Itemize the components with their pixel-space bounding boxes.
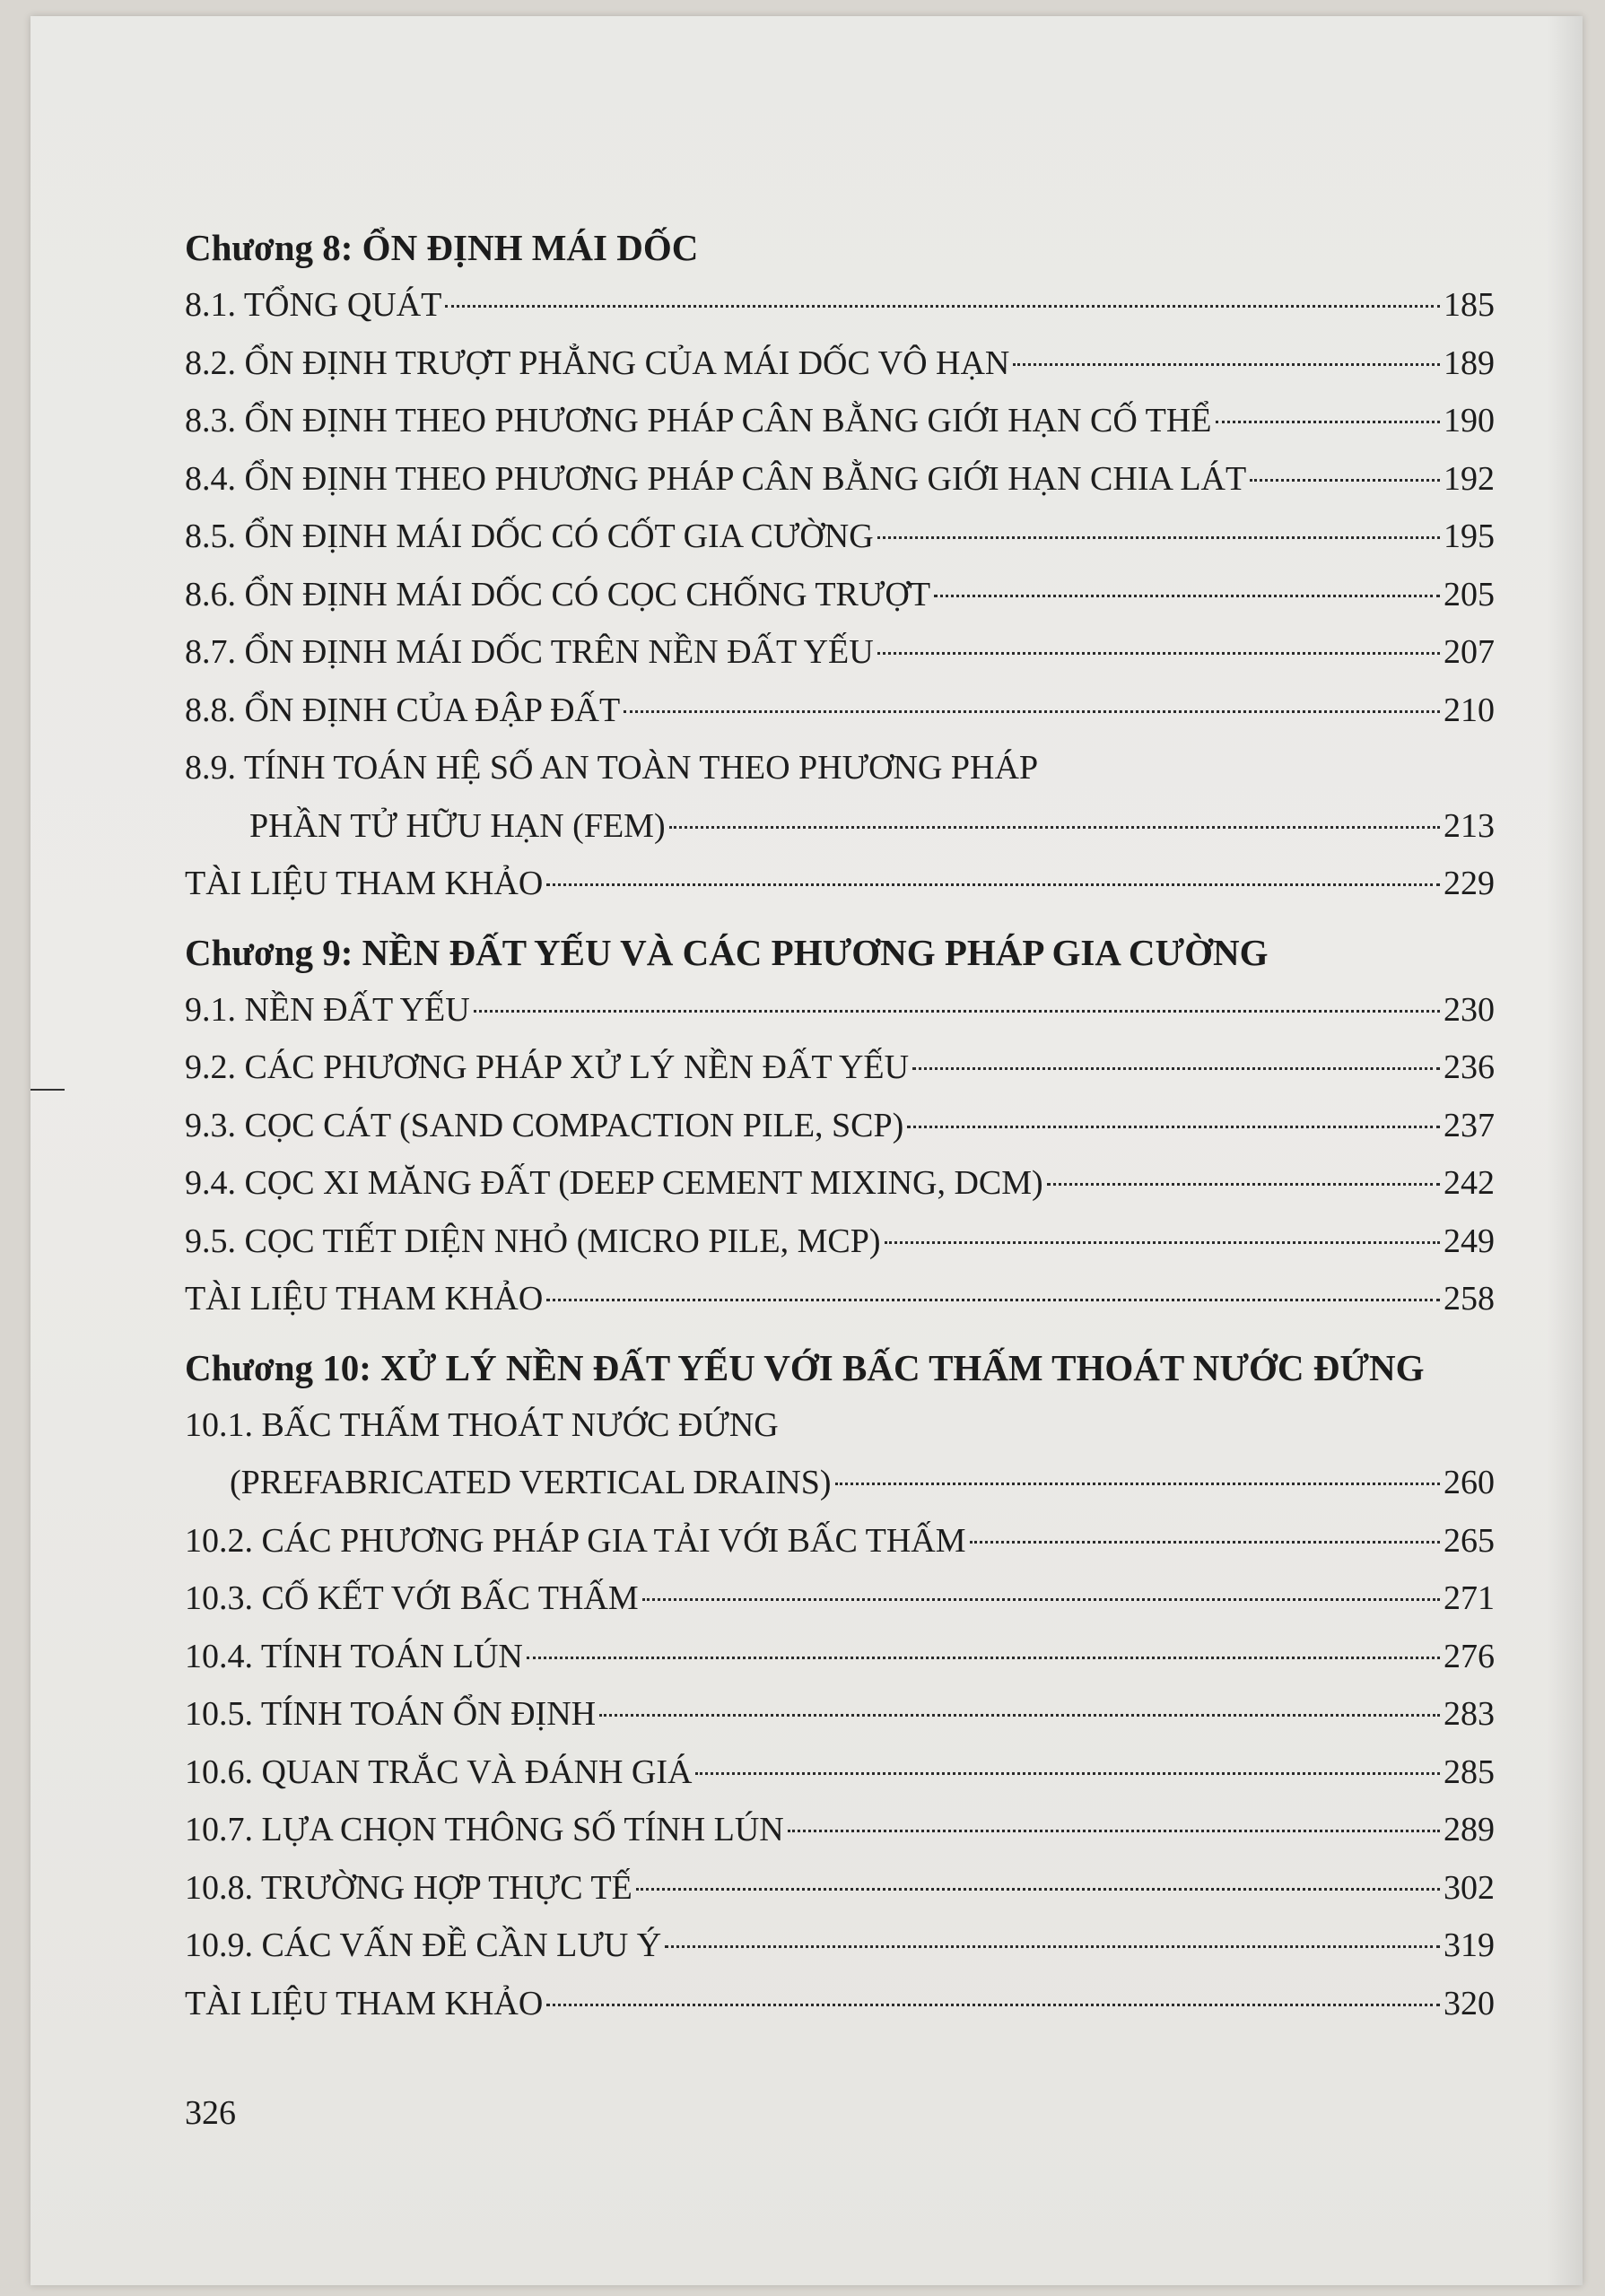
toc-entry-title: 8.1. TỔNG QUÁT xyxy=(185,286,442,324)
toc-entry xyxy=(185,335,1495,393)
toc-entry-title: 8.8. ỔN ĐỊNH CỦA ĐẬP ĐẤT xyxy=(185,691,621,729)
book-page xyxy=(31,16,1583,2285)
toc-entry-page: 265 xyxy=(1444,1521,1495,1560)
dot-leader xyxy=(669,826,1440,829)
chapter-heading-9: Chương 9: NỀN ĐẤT YẾU VÀ CÁC PHƯƠNG PHÁP GIA CƯỜNG xyxy=(185,931,1269,973)
dot-leader xyxy=(546,1299,1440,1301)
toc-entry-title: 8.2. ỔN ĐỊNH TRƯỢT PHẲNG CỦA MÁI DỐC VÔ HẠN xyxy=(185,344,1010,382)
toc-entry-page: 302 xyxy=(1444,1868,1495,1907)
toc-entry-page: 285 xyxy=(1444,1752,1495,1791)
toc-entry-page: 242 xyxy=(1444,1164,1495,1202)
toc-entry-page: 249 xyxy=(1444,1222,1495,1260)
toc-entry xyxy=(185,739,1495,855)
dot-leader xyxy=(695,1772,1440,1775)
toc-entry-title: 8.4. ỔN ĐỊNH THEO PHƯƠNG PHÁP CÂN BẰNG GIỚI HẠN CHIA LÁT xyxy=(185,459,1247,498)
toc-entry xyxy=(185,1396,1495,1512)
dot-leader xyxy=(788,1830,1440,1832)
toc-entry-page: 283 xyxy=(1444,1695,1495,1733)
toc-entry-page: 207 xyxy=(1444,633,1495,671)
dot-leader xyxy=(934,595,1440,597)
chapter-heading-8: Chương 8: ỔN ĐỊNH MÁI DỐC xyxy=(185,227,699,268)
dot-leader xyxy=(912,1067,1440,1070)
toc-entry-title: 10.8. TRƯỜNG HỢP THỰC TẾ xyxy=(185,1868,632,1907)
toc-entry-title: 9.4. CỌC XI MĂNG ĐẤT (DEEP CEMENT MIXING, DCM) xyxy=(185,1164,1043,1202)
dot-leader xyxy=(642,1598,1440,1601)
toc-entry-title: 8.7. ỔN ĐỊNH MÁI DỐC TRÊN NỀN ĐẤT YẾU xyxy=(185,633,874,671)
toc-entry-page: 205 xyxy=(1444,575,1495,613)
toc-entry xyxy=(185,682,1495,740)
toc-entry xyxy=(185,855,1495,913)
toc-entry-title: TÀI LIỆU THAM KHẢO xyxy=(185,1280,544,1318)
toc-entry-page: 237 xyxy=(1444,1106,1495,1144)
toc-entry xyxy=(185,566,1495,624)
toc-entry xyxy=(185,1917,1495,1975)
dot-leader xyxy=(636,1888,1440,1891)
toc-entry-page: 190 xyxy=(1444,402,1495,439)
margin-mark xyxy=(31,1089,65,1091)
toc-entry xyxy=(185,1859,1495,1918)
toc-entry-title: 8.6. ỔN ĐỊNH MÁI DỐC CÓ CỌC CHỐNG TRƯỢT xyxy=(185,575,931,613)
dot-leader xyxy=(835,1483,1441,1485)
toc-entry-page: 258 xyxy=(1444,1280,1495,1318)
dot-leader xyxy=(970,1541,1440,1544)
toc-entry xyxy=(185,508,1495,566)
toc-entry-page: 189 xyxy=(1444,344,1495,382)
table-of-contents xyxy=(185,224,1495,2032)
toc-entry xyxy=(185,392,1495,450)
toc-entry xyxy=(185,1570,1495,1628)
toc-entry xyxy=(185,1154,1495,1213)
dot-leader xyxy=(877,536,1440,539)
toc-entry xyxy=(185,1039,1495,1097)
page-edge-shadow xyxy=(1547,16,1583,2285)
dot-leader xyxy=(665,1945,1440,1948)
toc-entry-page: 229 xyxy=(1444,865,1495,902)
toc-entry xyxy=(185,1628,1495,1686)
chapter-heading-10: Chương 10: XỬ LÝ NỀN ĐẤT YẾU VỚI BẤC THẤM THOÁT NƯỚC ĐỨNG xyxy=(185,1346,1425,1388)
toc-entry-title: TÀI LIỆU THAM KHẢO xyxy=(185,865,544,902)
dot-leader xyxy=(474,1010,1440,1013)
toc-entry-page: 236 xyxy=(1444,1048,1495,1086)
toc-entry xyxy=(185,1975,1495,2033)
toc-entry xyxy=(185,1512,1495,1570)
toc-entry-title: 9.3. CỌC CÁT (SAND COMPACTION PILE, SCP) xyxy=(185,1106,904,1144)
toc-entry-title: 10.7. LỰA CHỌN THÔNG SỐ TÍNH LÚN xyxy=(185,1811,784,1848)
toc-entry-page: 230 xyxy=(1444,990,1495,1029)
dot-leader xyxy=(445,305,1440,308)
toc-entry-title: 10.1. BẤC THẤM THOÁT NƯỚC ĐỨNG xyxy=(185,1405,779,1444)
toc-entry-title-continued: (PREFABRICATED VERTICAL DRAINS) xyxy=(230,1464,832,1501)
toc-entry xyxy=(185,1097,1495,1155)
toc-entry-page: 210 xyxy=(1444,691,1495,729)
toc-entry-title: 10.3. CỐ KẾT VỚI BẤC THẤM xyxy=(185,1579,639,1617)
dot-leader xyxy=(599,1714,1440,1717)
dot-leader xyxy=(1047,1183,1440,1186)
toc-entry-title: 10.5. TÍNH TOÁN ỔN ĐỊNH xyxy=(185,1695,597,1733)
toc-entry xyxy=(185,450,1495,509)
toc-entry-title: 8.9. TÍNH TOÁN HỆ SỐ AN TOÀN THEO PHƯƠNG PHÁP xyxy=(185,749,1039,787)
toc-entry-page: 320 xyxy=(1444,1984,1495,2022)
toc-entry-page: 271 xyxy=(1444,1579,1495,1617)
dot-leader xyxy=(527,1657,1440,1659)
toc-entry xyxy=(185,1270,1495,1328)
toc-entry xyxy=(185,1685,1495,1744)
toc-entry-page: 276 xyxy=(1444,1637,1495,1675)
dot-leader xyxy=(1250,479,1440,482)
toc-entry-page: 213 xyxy=(1444,806,1495,845)
dot-leader xyxy=(546,883,1440,886)
toc-entry xyxy=(185,276,1495,335)
toc-entry xyxy=(185,1801,1495,1859)
dot-leader xyxy=(877,652,1440,655)
toc-entry-title: 9.1. NỀN ĐẤT YẾU xyxy=(185,990,470,1029)
dot-leader xyxy=(1013,363,1440,366)
toc-entry-title: 9.2. CÁC PHƯƠNG PHÁP XỬ LÝ NỀN ĐẤT YẾU xyxy=(185,1048,910,1086)
dot-leader xyxy=(907,1126,1440,1128)
toc-entry xyxy=(185,981,1495,1039)
toc-entry-page: 260 xyxy=(1444,1464,1495,1501)
toc-entry-page: 195 xyxy=(1444,517,1495,555)
toc-entry-title: 10.6. QUAN TRẮC VÀ ĐÁNH GIÁ xyxy=(185,1752,693,1791)
toc-entry-title: 8.5. ỔN ĐỊNH MÁI DỐC CÓ CỐT GIA CƯỜNG xyxy=(185,517,874,555)
toc-entry-title: 10.9. CÁC VẤN ĐỀ CẦN LƯU Ý xyxy=(185,1926,662,1964)
toc-entry xyxy=(185,1213,1495,1271)
toc-entry-title: 10.2. CÁC PHƯƠNG PHÁP GIA TẢI VỚI BẤC THẤM xyxy=(185,1521,966,1560)
dot-leader xyxy=(546,2004,1440,2006)
toc-entry-page: 319 xyxy=(1444,1926,1495,1964)
toc-entry-title: TÀI LIỆU THAM KHẢO xyxy=(185,1984,544,2022)
toc-entry-title-continued: PHẦN TỬ HỮU HẠN (FEM) xyxy=(249,806,666,845)
page-number: 326 xyxy=(185,2094,236,2132)
toc-entry-page: 289 xyxy=(1444,1811,1495,1848)
toc-entry-title: 9.5. CỌC TIẾT DIỆN NHỎ (MICRO PILE, MCP) xyxy=(185,1222,881,1260)
toc-entry xyxy=(185,623,1495,682)
toc-entry-title: 8.3. ỔN ĐỊNH THEO PHƯƠNG PHÁP CÂN BẰNG GIỚI HẠN CỐ THỂ xyxy=(185,402,1212,439)
dot-leader xyxy=(885,1241,1441,1244)
dot-leader xyxy=(624,710,1440,713)
toc-entry xyxy=(185,1744,1495,1802)
dot-leader xyxy=(1216,421,1440,423)
toc-entry-page: 192 xyxy=(1444,459,1495,498)
toc-entry-page: 185 xyxy=(1444,286,1495,324)
toc-entry-title: 10.4. TÍNH TOÁN LÚN xyxy=(185,1637,523,1675)
